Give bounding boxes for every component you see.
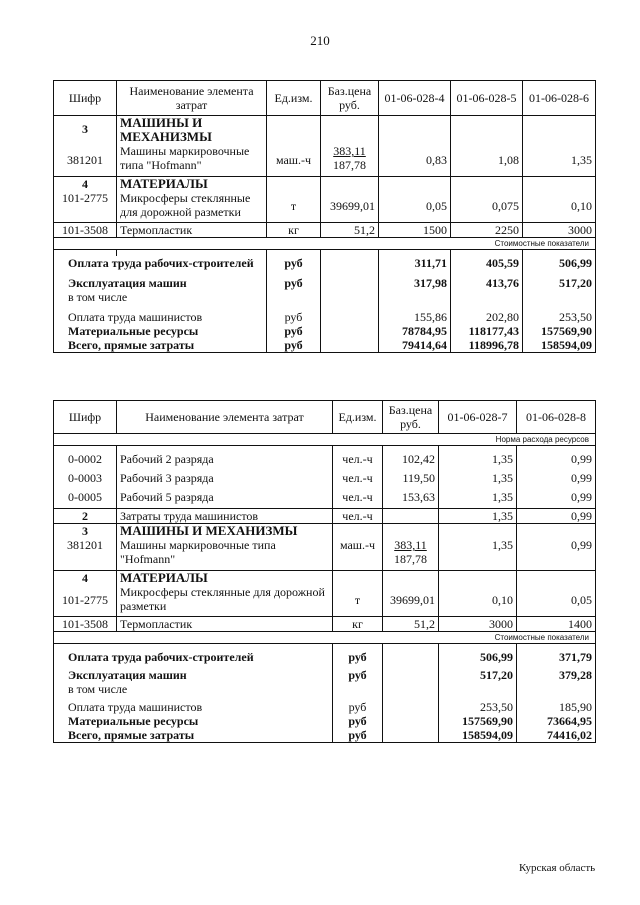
row-value: 3000 (523, 223, 596, 238)
total-value: 371,79 (517, 650, 596, 664)
total-name: Материальные ресурсы (54, 324, 267, 338)
total-name: Оплата труда рабочих-строителей (54, 256, 267, 270)
total-value: 253,50 (523, 310, 596, 324)
row-code: 381201 (54, 538, 117, 570)
total-row (54, 650, 596, 664)
section-code: 2 (54, 509, 117, 524)
cost-table-1 (53, 80, 596, 353)
row-unit: т (333, 585, 383, 617)
table-row (54, 538, 596, 570)
table-row (54, 585, 596, 617)
header-unit: Ед.изм. (333, 401, 383, 434)
total-unit: руб (267, 310, 321, 324)
total-value: 157569,90 (439, 714, 517, 728)
total-value: 78784,95 (379, 324, 451, 338)
row-code: 0-0005 (54, 490, 117, 509)
row-code: 101-2775 (54, 191, 117, 223)
row-value: 1,35 (439, 509, 517, 524)
row-code: 101-2775 (54, 585, 117, 617)
cost-note: Стоимостные показатели (54, 632, 596, 644)
total-value: 413,76 (451, 276, 523, 290)
row-name: Термопластик (117, 617, 333, 632)
section-code: 3 (54, 524, 117, 539)
row-code: 101-3508 (54, 617, 117, 632)
row-code: 381201 (54, 144, 117, 176)
table-row (54, 452, 596, 471)
row-value: 1,08 (451, 144, 523, 176)
total-unit: руб (333, 650, 383, 664)
total-name: Оплата труда рабочих-строителей (54, 650, 333, 664)
cost-note-row (54, 238, 596, 250)
total-value: 517,20 (523, 276, 596, 290)
total-value: 317,98 (379, 276, 451, 290)
row-name: Машины маркировочные типа "Hofmann" (117, 144, 267, 176)
total-unit: руб (333, 668, 383, 682)
row-value: 0,10 (439, 585, 517, 617)
row-value: 0,05 (517, 585, 596, 617)
row-value: 0,10 (523, 191, 596, 223)
row-name: Рабочий 2 разряда (117, 452, 333, 471)
cost-note-row (54, 632, 596, 644)
total-unit: руб (333, 728, 383, 743)
section-code: 4 (54, 176, 117, 191)
header-name: Наименование элемента затрат (117, 81, 267, 116)
section-title: МАТЕРИАЛЫ (117, 570, 333, 585)
header-col-6: 01-06-028-6 (523, 81, 596, 116)
row-value: 0,83 (379, 144, 451, 176)
table-row (54, 490, 596, 509)
total-value: 405,59 (451, 256, 523, 270)
row-value: 0,99 (517, 452, 596, 471)
total-row (54, 728, 596, 743)
section-row (54, 176, 596, 191)
section-title: МАШИНЫ И МЕХАНИЗМЫ (117, 116, 267, 145)
row-value: 0,99 (517, 490, 596, 509)
total-name: в том числе (54, 682, 333, 696)
total-row (54, 682, 596, 696)
total-row (54, 714, 596, 728)
row-unit: т (267, 191, 321, 223)
total-value: 118996,78 (451, 338, 523, 353)
total-value: 506,99 (523, 256, 596, 270)
total-value: 202,80 (451, 310, 523, 324)
total-value: 73664,95 (517, 714, 596, 728)
header-unit: Ед.изм. (267, 81, 321, 116)
row-unit: маш.-ч (333, 538, 383, 570)
total-name: Оплата труда машинистов (54, 700, 333, 714)
row-value: 1,35 (439, 452, 517, 471)
price-top: 383,11 (394, 538, 427, 552)
table-row (54, 223, 596, 238)
norm-note-row (54, 434, 596, 446)
total-value: 158594,09 (523, 338, 596, 353)
total-value: 253,50 (439, 700, 517, 714)
total-value: 118177,43 (451, 324, 523, 338)
total-name: Материальные ресурсы (54, 714, 333, 728)
table-header-row (54, 401, 596, 434)
price-bottom: 187,78 (394, 552, 427, 566)
footer-region: Курская область (519, 862, 596, 874)
section-row (54, 116, 596, 145)
row-name: Термопластик (117, 223, 267, 238)
page-number: 210 (310, 33, 330, 48)
section-row (54, 570, 596, 585)
total-unit: руб (267, 256, 321, 270)
row-value: 3000 (439, 617, 517, 632)
table-row (54, 617, 596, 632)
total-name: Эксплуатация машин (54, 276, 267, 290)
row-unit: маш.-ч (267, 144, 321, 176)
total-row (54, 668, 596, 682)
cost-table-2 (53, 400, 596, 743)
row-value: 0,99 (517, 509, 596, 524)
header-code: Шифр (54, 401, 117, 434)
total-value: 157569,90 (523, 324, 596, 338)
row-name: Затраты труда машинистов (117, 509, 333, 524)
total-row (54, 324, 596, 338)
total-value: 185,90 (517, 700, 596, 714)
row-value: 2250 (451, 223, 523, 238)
row-value: 1,35 (523, 144, 596, 176)
row-unit: чел.-ч (333, 452, 383, 471)
header-col-7: 01-06-028-7 (439, 401, 517, 434)
row-name: Рабочий 3 разряда (117, 471, 333, 490)
total-value: 155,86 (379, 310, 451, 324)
row-code: 0-0002 (54, 452, 117, 471)
row-price: 102,42 (383, 452, 439, 471)
table-header-row (54, 81, 596, 116)
row-value: 0,99 (517, 471, 596, 490)
row-unit: чел.-ч (333, 490, 383, 509)
table-row (54, 144, 596, 176)
section-title: МАШИНЫ И МЕХАНИЗМЫ (117, 524, 333, 539)
total-unit: руб (267, 338, 321, 353)
row-value: 1500 (379, 223, 451, 238)
row-value: 0,075 (451, 191, 523, 223)
total-row (54, 290, 596, 304)
total-row (54, 310, 596, 324)
total-value: 79414,64 (379, 338, 451, 353)
row-price: 119,50 (383, 471, 439, 490)
row-name: Рабочий 5 разряда (117, 490, 333, 509)
total-row (54, 256, 596, 270)
row-value: 1,35 (439, 471, 517, 490)
total-unit: руб (267, 324, 321, 338)
section-row (54, 524, 596, 539)
row-value: 0,05 (379, 191, 451, 223)
row-price: 153,63 (383, 490, 439, 509)
section-code: 3 (54, 116, 117, 145)
total-name: Всего, прямые затраты (54, 728, 333, 743)
price-bottom: 187,78 (333, 158, 366, 172)
total-value: 311,71 (379, 256, 451, 270)
total-row (54, 338, 596, 353)
total-name: Всего, прямые затраты (54, 338, 267, 353)
row-unit: чел.-ч (333, 509, 383, 524)
total-name: Оплата труда машинистов (54, 310, 267, 324)
total-value: 74416,02 (517, 728, 596, 743)
table-row (54, 191, 596, 223)
row-code: 101-3508 (54, 223, 117, 238)
row-value: 0,99 (517, 538, 596, 570)
row-unit: кг (267, 223, 321, 238)
table-row (54, 509, 596, 524)
row-name: Микросферы стеклянные для дорожной разметки (117, 191, 267, 223)
total-row (54, 276, 596, 290)
header-name: Наименование элемента затрат (117, 401, 333, 434)
header-price: Баз.цена руб. (383, 401, 439, 434)
table-row (54, 471, 596, 490)
row-name: Машины маркировочные типа "Hofmann" (117, 538, 333, 570)
row-price: 51,2 (383, 617, 439, 632)
section-code: 4 (54, 570, 117, 585)
total-unit: руб (333, 700, 383, 714)
total-name: Эксплуатация машин (54, 668, 333, 682)
row-code: 0-0003 (54, 471, 117, 490)
total-value: 158594,09 (439, 728, 517, 743)
row-price: 39699,01 (383, 585, 439, 617)
row-unit: кг (333, 617, 383, 632)
norm-note: Норма расхода ресурсов (54, 434, 596, 446)
header-col-8: 01-06-028-8 (517, 401, 596, 434)
header-code: Шифр (54, 81, 117, 116)
row-value: 1,35 (439, 490, 517, 509)
total-unit: руб (267, 276, 321, 290)
row-price: 39699,01 (321, 191, 379, 223)
price-top: 383,11 (333, 144, 366, 158)
cost-note: Стоимостные показатели (54, 238, 596, 250)
total-value: 506,99 (439, 650, 517, 664)
row-value: 1400 (517, 617, 596, 632)
total-name: в том числе (54, 290, 267, 304)
total-value: 379,28 (517, 668, 596, 682)
row-price: 51,2 (321, 223, 379, 238)
total-unit: руб (333, 714, 383, 728)
header-price: Баз.цена руб. (321, 81, 379, 116)
total-value: 517,20 (439, 668, 517, 682)
header-col-4: 01-06-028-4 (379, 81, 451, 116)
header-col-5: 01-06-028-5 (451, 81, 523, 116)
row-unit: чел.-ч (333, 471, 383, 490)
section-title: МАТЕРИАЛЫ (117, 176, 267, 191)
row-price (321, 144, 379, 176)
row-name: Микросферы стеклянные для дорожной разметки (117, 585, 333, 617)
total-row (54, 700, 596, 714)
row-price (383, 538, 439, 570)
row-value: 1,35 (439, 538, 517, 570)
